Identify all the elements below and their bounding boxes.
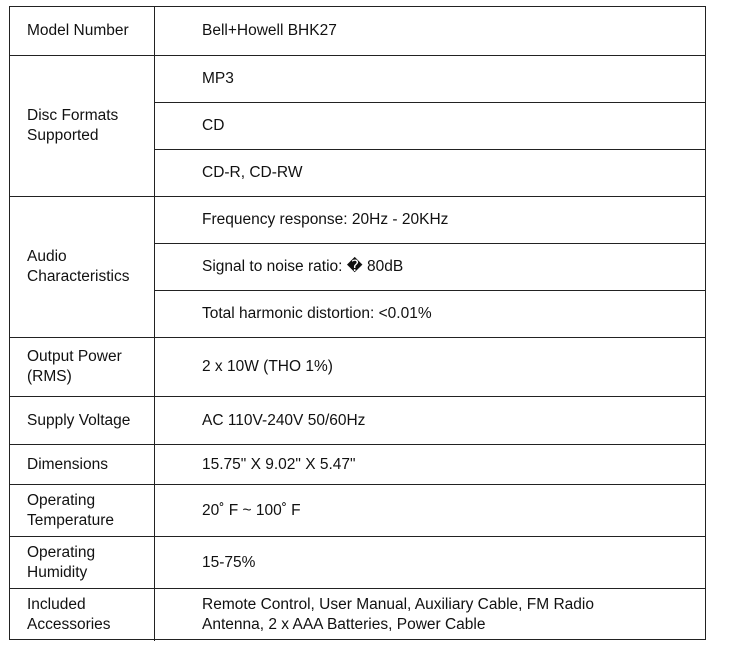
spec-value: 20˚ F ~ 100˚ F <box>202 501 301 519</box>
spec-value-group <box>155 56 705 197</box>
spec-value: Signal to noise ratio: � 80dB <box>155 243 705 290</box>
spec-value: MP3 <box>202 70 234 87</box>
spec-value: Remote Control, User Manual, Auxiliary Cable, FM Radio Antenna, 2 x AAA Batteries, Power Cable <box>202 596 594 633</box>
spec-label: Disc Formats Supported <box>10 56 155 197</box>
spec-value-group <box>155 397 705 445</box>
spec-value: Bell+Howell BHK27 <box>202 22 337 39</box>
spec-label: Included Accessories <box>10 589 155 641</box>
spec-value: AC 110V-240V 50/60Hz <box>202 411 366 429</box>
spec-value-group <box>155 197 705 338</box>
spec-label: Supply Voltage <box>10 397 155 445</box>
spec-value-group <box>155 7 705 56</box>
spec-label: Model Number <box>10 7 155 56</box>
spec-value-group <box>155 445 705 485</box>
spec-label: Dimensions <box>10 445 155 485</box>
spec-value-group <box>155 537 705 589</box>
spec-label: Audio Characteristics <box>10 197 155 338</box>
spec-value-group <box>155 589 705 641</box>
spec-label: Operating Humidity <box>10 537 155 589</box>
spec-value-group <box>155 485 705 537</box>
spec-value: CD-R, CD-RW <box>155 149 705 196</box>
spec-label: Output Power (RMS) <box>10 338 155 397</box>
spec-label: Operating Temperature <box>10 485 155 537</box>
spec-value: Total harmonic distortion: <0.01% <box>155 290 705 337</box>
spec-value: CD <box>155 102 705 149</box>
spec-value-group <box>155 338 705 397</box>
spec-value: 15.75" X 9.02" X 5.47" <box>202 455 356 473</box>
spec-value: 15-75% <box>202 553 256 571</box>
spec-value: 2 x 10W (THO 1%) <box>202 358 333 375</box>
spec-value: Frequency response: 20Hz - 20KHz <box>202 211 449 228</box>
spec-table <box>9 6 706 640</box>
